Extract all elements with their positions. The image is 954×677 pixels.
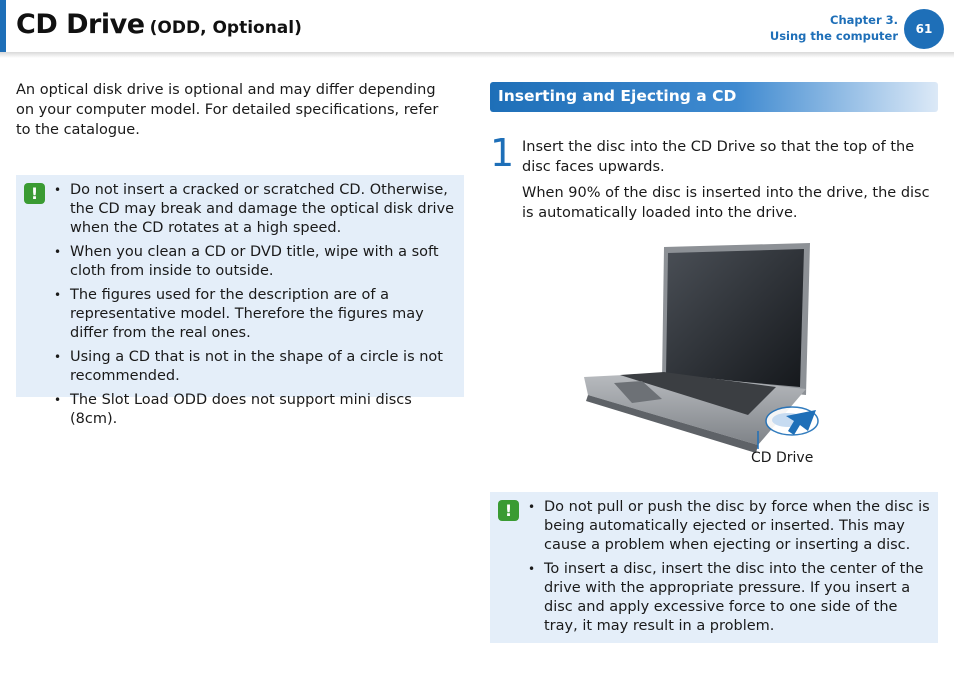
section-header	[490, 82, 938, 112]
step-number: 1	[490, 131, 515, 175]
header-divider	[0, 52, 954, 58]
figure-caption: CD Drive	[751, 450, 814, 466]
list-item: • Do not pull or push the disc by force when the disc is being automatically ejected or inserted. This may cause a problem when ejecting or inserting a disc.	[528, 498, 930, 555]
chapter-number: Chapter 3.	[830, 13, 898, 27]
page-number-badge: 61	[904, 9, 944, 49]
list-item: • The Slot Load ODD does not support mini discs (8cm).	[54, 391, 456, 429]
list-item: • Do not insert a cracked or scratched CD. Otherwise, the CD may break and damage the optical disk drive when the CD rotates at a high speed.	[54, 181, 456, 238]
chapter-title: Using the computer	[769, 29, 898, 43]
laptop-cd-drive-illustration	[580, 235, 830, 460]
page-title	[16, 9, 302, 40]
caution-note-right	[490, 492, 938, 643]
chapter-label	[770, 12, 898, 44]
section-title: Inserting and Ejecting a CD	[498, 87, 737, 105]
list-item: • The figures used for the description are of a representative model. Therefore the figures may differ from the real ones.	[54, 286, 456, 343]
caution-icon: !	[498, 500, 519, 521]
step-instructions	[522, 137, 932, 229]
list-item: • To insert a disc, insert the disc into the center of the drive with the appropriate pressure. If you insert a disc and apply excessive force to one side of the tray, it may result in a problem.	[528, 560, 930, 636]
list-item: • Using a CD that is not in the shape of a circle is not recommended.	[54, 348, 456, 386]
page-title-main: CD Drive	[16, 9, 145, 40]
caution-note-left	[16, 175, 464, 427]
intro-paragraph: An optical disk drive is optional and may differ depending on your computer model. For detailed specifications, refer to the catalogue.	[16, 82, 439, 138]
laptop-screen	[666, 249, 804, 387]
step-text-2: When 90% of the disc is inserted into the drive, the disc is automatically loaded into the drive.	[522, 185, 930, 221]
list-item: • When you clean a CD or DVD title, wipe with a soft cloth from inside to outside.	[54, 243, 456, 281]
caution-list-right	[528, 498, 930, 641]
header-accent-bar	[0, 0, 6, 52]
caution-list-left	[54, 181, 456, 434]
step-text-1: Insert the disc into the CD Drive so that the top of the disc faces upwards.	[522, 139, 915, 175]
caution-icon: !	[24, 183, 45, 204]
page-title-sub: (ODD, Optional)	[149, 18, 302, 38]
